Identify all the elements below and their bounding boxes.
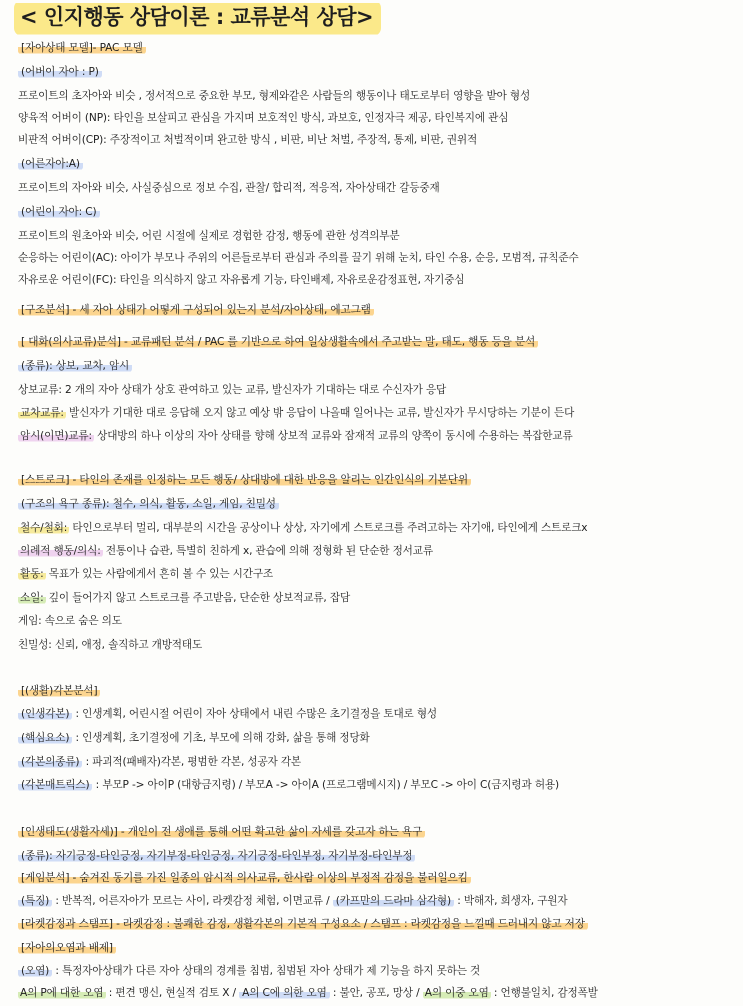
- note-line: [18, 40, 146, 56]
- note-line: [18, 754, 301, 770]
- note-line: [18, 428, 573, 444]
- note-line: [18, 88, 530, 104]
- note-text: : 편견 맹신, 현실적 검토 X /: [105, 987, 240, 999]
- note-line: [18, 204, 100, 220]
- note-text: 발신자가 기대한 대로 응답해 오지 않고 예상 밖 응답이 나올때 일어나는 교류, 발신자가 무시당하는 기분이 든다: [65, 407, 575, 419]
- note-text: 순응하는 어린이(AC): 아이가 부모나 주위의 어른들로부터 관심과 주의를 끌기 위해 눈치, 타인 수용, 순응, 모범적, 규칙준수: [18, 252, 579, 264]
- note-line: [18, 180, 440, 196]
- note-line: [18, 893, 567, 909]
- highlighted-text: [라켓감정과 스탬프] - 라켓감정 : 불쾌한 감정, 생활각본의 기본적 구성요소 / 스탬프 : 라켓감정을 느낄때 드러내지 않고 저장: [18, 918, 588, 930]
- note-line: [18, 613, 122, 629]
- note-line: [18, 683, 100, 699]
- note-line: [18, 916, 588, 932]
- note-line: [18, 637, 202, 653]
- note-text: 전통이나 습관, 특별히 친하게 x, 관습에 의해 정형화 된 단순한 정서교류: [102, 545, 433, 557]
- highlighted-text: (각본매트릭스): [18, 779, 92, 791]
- highlighted-text: 활동:: [20, 568, 44, 580]
- highlighted-text: (구조의 욕구 종류): 철수, 의식, 활동, 소일, 게임, 친밀성: [18, 498, 279, 510]
- note-text: : 부모P -> 아이P (대항금지령) / 부모A -> 아이A (프로그램메시지) / 부모C -> 아이 C(금지령과 허용): [92, 779, 559, 791]
- highlighted-text: [(생활)각본분석]: [18, 685, 100, 697]
- highlighted-text: 교차교류:: [20, 407, 64, 419]
- note-text: 타인으로부터 멀리, 대부분의 시간을 공상이나 상상, 자기에게 스트로크를 주려고하는 자기애, 타인에게 스트로크x: [69, 522, 588, 534]
- note-text: 프로이트의 초자아와 비슷 , 정서적으로 중요한 부모, 형제와같은 사람들의 행동이나 태도로부터 영향을 받아 형성: [18, 90, 531, 102]
- note-line: [18, 334, 538, 350]
- note-line: [18, 250, 579, 266]
- highlighted-text: A의 P에 대한 오염: [20, 987, 104, 999]
- highlighted-text: 소일:: [20, 592, 44, 604]
- note-text: : 반복적, 어른자아가 모르는 사이, 라켓감정 체험, 이면교류 /: [52, 895, 333, 907]
- highlighted-text: A의 이중 오염: [424, 987, 489, 999]
- highlighted-text: [ 대화(의사교류)분석] - 교류패턴 분석 / PAC 를 기반으로 하여 일상생활속에서 주고받는 말, 태도, 행동 등을 분석: [18, 336, 538, 348]
- note-text: : 파괴적(패배자)각본, 평범한 각본, 성공자 각본: [82, 756, 302, 768]
- note-text: 상대방의 하나 이상의 자아 상태를 향해 상보적 교류와 잠재적 교류의 양쪽이 동시에 수용하는 복잡한교류: [93, 430, 573, 442]
- highlighted-text: (종류): 상보, 교차, 암시: [18, 360, 132, 372]
- note-line: [18, 520, 587, 536]
- highlighted-text: 의례적 행동/의식:: [20, 545, 101, 557]
- highlighted-text: 암시(이면)교류:: [20, 430, 92, 442]
- note-line: [18, 64, 102, 80]
- note-text: 상보교류: 2 개의 자아 상태가 상호 관여하고 있는 교류, 발신자가 기대하는 대로 수신자가 응답: [18, 384, 447, 396]
- note-line: [18, 472, 471, 488]
- highlighted-text: [자아의오염과 배제]: [18, 942, 116, 954]
- highlighted-text: (오염): [18, 965, 52, 977]
- note-line: [18, 110, 508, 126]
- note-line: [18, 940, 116, 956]
- highlighted-text: (어린이 자아: C): [18, 206, 100, 218]
- note-line: [18, 272, 464, 288]
- note-line: [18, 132, 477, 148]
- page-title: < 인지행동 상담이론 : 교류분석 상담>: [14, 0, 381, 36]
- highlighted-text: (핵심요소): [18, 732, 72, 744]
- note-line: [18, 870, 471, 886]
- highlighted-text: 철수/철회:: [20, 522, 68, 534]
- highlighted-text: [스트로크] - 타인의 존재를 인정하는 모든 행동/ 상대방에 대한 반응을 알리는 인간인식의 기본단위: [18, 474, 471, 486]
- highlighted-text: (어버이 자아 : P): [18, 66, 102, 78]
- note-text: 목표가 있는 사람에게서 흔히 볼 수 있는 시간구조: [45, 568, 274, 580]
- note-text: : 불안, 공포, 망상 /: [329, 987, 423, 999]
- note-text: 프로이트의 원초아와 비슷, 어린 시절에 실제로 경험한 감정, 행동에 관한 성격의부분: [18, 230, 400, 242]
- note-text: 비판적 어버이(CP): 주장적이고 처벌적이며 완고한 방식 , 비판, 비난 처벌, 주장적, 통제, 비판, 권위적: [18, 134, 478, 146]
- note-line: [18, 543, 433, 559]
- note-line: [18, 302, 374, 318]
- highlighted-text: [구조분석] - 세 자아 상태가 어떻게 구성되어 있는지 분석/자아상태, 에고그램: [18, 304, 374, 316]
- highlighted-text: [게임분석] - 숨겨진 동기를 가진 일종의 암시적 의사교류, 한사람 이상의 부정적 감정을 불러일으킴: [18, 872, 471, 884]
- note-text: : 박해자, 희생자, 구원자: [453, 895, 568, 907]
- note-line: [18, 985, 598, 1001]
- note-line: [18, 963, 480, 979]
- highlighted-text: (인생각본): [18, 708, 72, 720]
- note-line: [18, 228, 399, 244]
- highlighted-text: (어른자아:A): [18, 158, 83, 170]
- note-line: [18, 382, 446, 398]
- note-line: [18, 730, 370, 746]
- note-line: [18, 496, 279, 512]
- note-text: 프로이트의 자아와 비슷, 사실중심으로 정보 수집, 관찰/ 합리적, 적응적, 자아상태간 갈등중재: [18, 182, 440, 194]
- note-text: 깊이 들어가지 않고 스트로크를 주고받음, 단순한 상보적교류, 잡담: [45, 592, 351, 604]
- note-line: [18, 590, 350, 606]
- note-line: [18, 358, 132, 374]
- highlighted-text: (각본의종류): [18, 756, 82, 768]
- highlighted-text: (특징): [18, 895, 52, 907]
- note-text: : 인생계획, 초기결정에 기초, 부모에 의해 강화, 삶을 통해 정당화: [72, 732, 370, 744]
- note-line: [18, 777, 559, 793]
- note-line: [18, 156, 83, 172]
- note-line: [18, 566, 273, 582]
- highlighted-text: [자아상태 모델]- PAC 모델: [18, 42, 146, 54]
- highlighted-text: A의 C에 의한 오염: [239, 987, 330, 999]
- highlighted-text: (카프만의 드라마 삼각형): [333, 895, 454, 907]
- note-text: : 언행불일치, 감정폭발: [490, 987, 598, 999]
- note-line: [18, 848, 415, 864]
- note-text: 게임: 속으로 숨은 의도: [18, 615, 122, 627]
- note-text: : 인생계획, 어린시절 어린이 자아 상태에서 내린 수많은 초기결정을 토대로 형성: [72, 708, 438, 720]
- note-line: [18, 824, 425, 840]
- highlighted-text: (종류): 자기긍정-타인긍정, 자기부정-타인긍정, 자기긍정-타인부정, 자기부정-타인부정: [18, 850, 415, 862]
- note-text: : 특정자아상태가 다른 자아 상태의 경계를 침범, 침범된 자아 상태가 제 기능을 하지 못하는 것: [52, 965, 481, 977]
- note-text: 양육적 어버이 (NP): 타인을 보살피고 관심을 가지며 보호적인 방식, 과보호, 인정자극 제공, 타인복지에 관심: [18, 112, 509, 124]
- note-text: 자유로운 어린이(FC): 타인을 의식하지 않고 자유롭게 기능, 타인배제, 자유로운감정표현, 자기중심: [18, 274, 465, 286]
- title-wrap: [14, 0, 381, 40]
- note-line: [18, 706, 437, 722]
- note-text: 친밀성: 신뢰, 애정, 솔직하고 개방적태도: [18, 639, 203, 651]
- highlighted-text: [인생태도(생활자세)] - 개인이 전 생애를 통해 어떤 확고한 삶이 자세를 갖고자 하는 욕구: [18, 826, 425, 838]
- note-line: [18, 405, 574, 421]
